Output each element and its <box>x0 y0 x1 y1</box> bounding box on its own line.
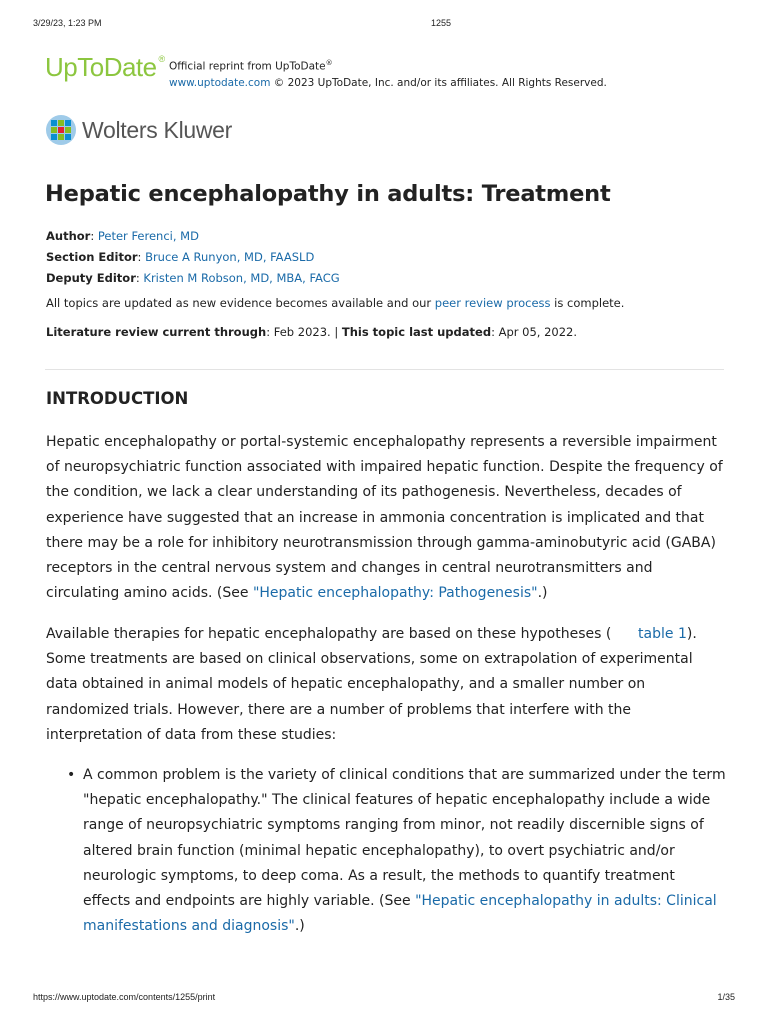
peer-review-link[interactable]: peer review process <box>434 296 551 310</box>
bullet-1-end: .) <box>294 918 305 935</box>
uptodate-logo-text: UpToDate <box>45 52 157 82</box>
section-editor-label: Section Editor <box>46 250 138 264</box>
updates-text-pre: All topics are updated as new evidence becomes available and our <box>46 296 435 310</box>
reprint-mark: ® <box>325 59 333 67</box>
intro-p1-text: Hepatic encephalopathy or portal-systemic encephalopathy represents a reversible impairment of neuropsychiatric function associated with impaired hepatic function. Despite the frequency of the condition, we lack a clear understanding of its pathogenesis. Nevertheless, decades of experience have suggested that an increase in ammonia concentration is implicated and that there may be a role for inhibitory neurotransmission through gamma-aminobutyric acid (GABA) receptors in the central nervous system and changes in central neurotransmitters and circulating amino acids. (See <box>46 434 723 602</box>
pathogenesis-link[interactable]: "Hepatic encephalopathy: Pathogenesis" <box>252 585 538 602</box>
table-1-link[interactable]: table 1 <box>638 626 687 642</box>
last-updated-label: This topic last updated <box>341 325 492 339</box>
introduction-heading: INTRODUCTION <box>46 389 189 408</box>
print-page-number: 1/35 <box>717 992 735 1002</box>
reprint-notice <box>169 55 607 91</box>
uptodate-site-link[interactable]: www.uptodate.com <box>169 76 271 89</box>
bullet-1-text: A common problem is the variety of clinical conditions that are summarized under the term "hepatic encephalopathy." The clinical features of hepatic encephalopathy include a wide range of neuropsychiatric symptoms ranging from minor, not readily discernible signs of altered brain function (minimal hepatic encephalopathy), to overt psychiatric and/or neurologic symptoms, to deep coma. As a result, the methods to quantify treatment effects and endpoints are highly variable. (See <box>83 767 726 910</box>
deputy-editor-label: Deputy Editor <box>46 271 136 285</box>
problems-list <box>46 763 726 939</box>
uptodate-logo-mark: ® <box>158 54 165 64</box>
print-page-id: 1255 <box>431 18 452 28</box>
author-label: Author <box>46 229 91 243</box>
deputy-editor-link[interactable]: Kristen M Robson, MD, MBA, FACG <box>143 271 340 285</box>
literature-review-line <box>46 325 577 339</box>
author-link[interactable]: Peter Ferenci, MD <box>97 229 199 243</box>
intro-p2-pre: Available therapies for hepatic encephalopathy are based on these hypotheses ( <box>46 626 612 642</box>
reprint-text: Official reprint from UpToDate <box>169 60 326 73</box>
list-item <box>46 763 726 939</box>
lit-review-value: : Feb 2023. | <box>266 325 342 339</box>
intro-paragraph-1 <box>46 430 726 606</box>
updates-text-post: is complete. <box>550 296 625 310</box>
section-divider <box>45 369 724 370</box>
last-updated-value: : Apr 05, 2022. <box>491 325 578 339</box>
intro-p1-end: .) <box>537 585 548 602</box>
print-date: 3/29/23, 1:23 PM <box>33 18 102 28</box>
bullet-icon: • <box>67 767 76 783</box>
wolters-kluwer-mosaic-icon <box>45 114 77 146</box>
clinical-manifestations-link[interactable]: "Hepatic encephalopathy in adults: Clinical manifestations and diagnosis" <box>83 893 717 935</box>
intro-p2-post: ). Some treatments are based on clinical observations, some on extrapolation of experimental data obtained in animal models of hepatic encephalopathy, and a smaller number on randomized trials. However, there are a number of problems that interfere with the interpretation of data from these studies: <box>46 626 697 743</box>
update-policy <box>46 296 624 310</box>
wolters-kluwer-logo <box>45 114 232 146</box>
wolters-kluwer-wordmark: Wolters Kluwer <box>82 116 233 143</box>
article-credits: Author: Peter Ferenci, MD Section Editor: Bruce A Runyon, MD, FAASLD Deputy Editor: Kristen M Robson, MD, MBA, FACG <box>46 229 340 285</box>
uptodate-logo <box>45 52 165 83</box>
article-title: Hepatic encephalopathy in adults: Treatment <box>45 181 611 207</box>
copyright-text: © 2023 UpToDate, Inc. and/or its affiliates. All Rights Reserved. <box>270 76 607 89</box>
section-editor-link[interactable]: Bruce A Runyon, MD, FAASLD <box>145 250 315 264</box>
intro-paragraph-2 <box>46 622 726 748</box>
print-url: https://www.uptodate.com/contents/1255/print <box>33 992 216 1002</box>
lit-review-label: Literature review current through <box>46 325 267 339</box>
